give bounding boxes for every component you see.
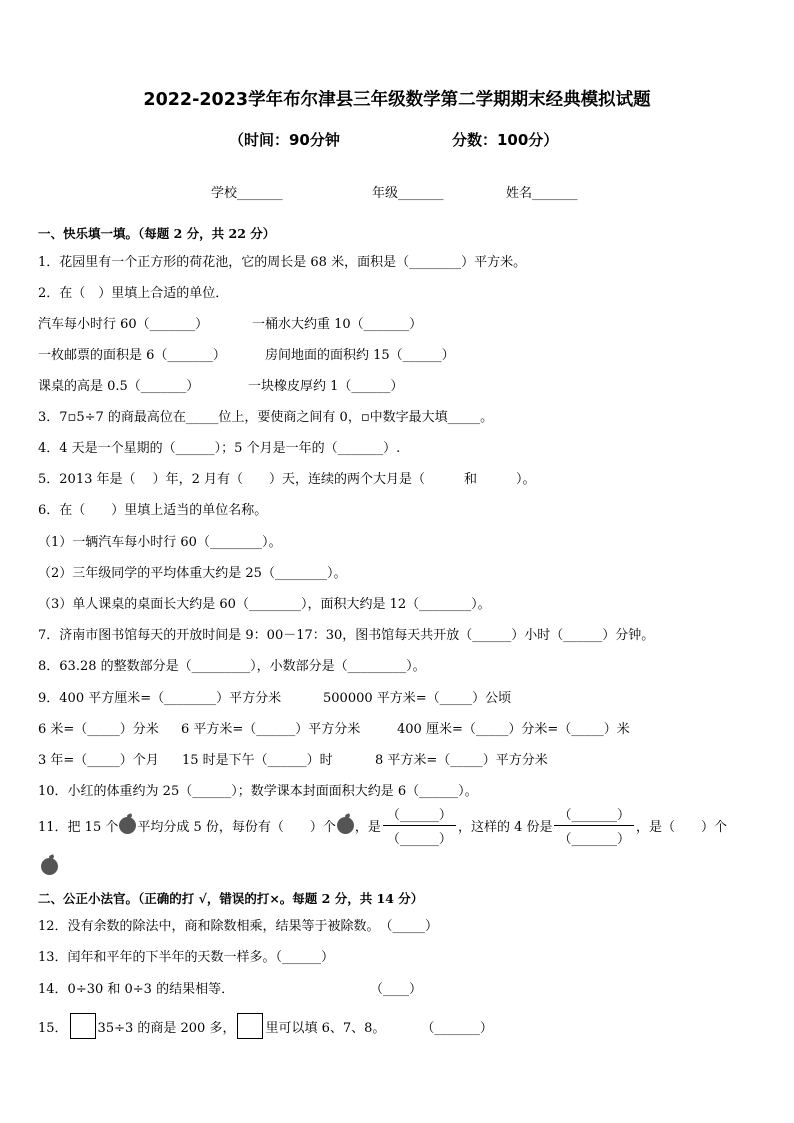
question-2-a: 汽车每小时行 60（_______） <box>38 317 209 332</box>
question-11-text-5: ，是（ ）个 <box>636 820 728 835</box>
exam-time: （时间：90分钟 <box>229 131 340 149</box>
apple-icon <box>41 858 58 875</box>
question-12: 12．没有余数的除法中，商和除数相乘，结果等于被除数。 （_____） <box>38 919 439 934</box>
question-11-text-1: 11．把 15 个 <box>38 820 119 835</box>
apple-icon <box>119 817 136 834</box>
question-6-1: （1）一辆汽车每小时行 60（________）。 <box>38 535 282 550</box>
question-2: 2．在（ ）里填上合适的单位． <box>38 286 229 301</box>
question-11-tail <box>40 856 59 875</box>
apple-icon <box>337 817 354 834</box>
question-10: 10．小红的体重约为 25（______）；数学课本封面面积大约是 6（______）。 <box>38 784 478 799</box>
question-2-b: 一桶水大约重 10（_______） <box>252 317 423 332</box>
page-title: 2022-2023学年布尔津县三年级数学第二学期期末经典模拟试题 <box>143 90 651 110</box>
blank-box <box>237 1013 263 1039</box>
name-field: 姓名_______ <box>506 186 578 201</box>
question-11-text-2: 平均分成 5 份，每份有（ ）个 <box>137 820 336 835</box>
question-9-a: 9．400 平方厘米=（________）平方分米 <box>38 691 282 706</box>
question-6-3: （3）单人课桌的桌面长大约是 60（________），面积大约是 12（________）。 <box>38 597 491 612</box>
question-14: 14．0÷30 和 0÷3 的结果相等． <box>38 982 235 997</box>
fraction-1-numerator: （______） <box>383 804 456 826</box>
question-9-g: 15 时是下午（______）时 <box>182 753 333 768</box>
question-9-d: 6 平方米=（______）平方分米 <box>181 722 361 737</box>
question-9-e: 400 厘米=（_____）分米=（_____）米 <box>397 722 630 737</box>
question-6: 6．在（ ）里填上适当的单位名称。 <box>38 503 268 518</box>
question-3: 3．7▫5÷7 的商最高位在_____位上，要使商之间有 0，▫中数字最大填_____。 <box>38 410 494 425</box>
question-15-text-1: 35÷3 的商是 200 多， <box>97 1020 236 1036</box>
question-15 <box>38 1013 493 1039</box>
fraction-2-numerator: （_______） <box>554 804 634 826</box>
question-15-answer: （_______） <box>421 1020 493 1036</box>
question-1: 1．花园里有一个正方形的荷花池，它的周长是 68 米，面积是（________）平方米。 <box>38 255 527 270</box>
blank-box <box>70 1013 96 1039</box>
fraction-2 <box>554 804 634 847</box>
question-15-text-2: 里可以填 6、7、8。 <box>265 1020 386 1036</box>
question-2-f: 一块橡皮厚约 1（______） <box>248 379 404 394</box>
question-11-text-3: ，是 <box>354 820 381 835</box>
grade-field: 年级_______ <box>372 186 444 201</box>
question-7: 7．济南市图书馆每天的开放时间是 9：00－17：30，图书馆每天共开放（______）小时（______）分钟。 <box>38 628 655 643</box>
question-8: 8．63.28 的整数部分是（_________），小数部分是（_________）。 <box>38 659 426 674</box>
question-13: 13．闰年和平年的下半年的天数一样多。（______） <box>38 950 335 965</box>
question-11-text-4: ，这样的 4 份是 <box>457 820 553 835</box>
section-2-title: 二、公正小法官。（正确的打 √，错误的打×。每题 2 分，共 14 分） <box>38 891 424 906</box>
question-2-d: 房间地面的面积约 15（______） <box>265 348 455 363</box>
fraction-1-denominator: （______） <box>386 832 452 847</box>
fraction-1 <box>383 804 456 847</box>
question-5: 5．2013 年是（ ）年，2 月有（ ）天，连续的两个大月是（ 和 ）。 <box>38 472 536 487</box>
question-14-answer: （____） <box>370 982 423 997</box>
question-4: 4．4 天是一个星期的（______）；5 个月是一年的（_______）. <box>38 441 401 456</box>
question-9-c: 6 米=（_____）分米 <box>38 722 159 737</box>
question-2-c: 一枚邮票的面积是 6（_______） <box>38 348 226 363</box>
question-11 <box>38 804 727 847</box>
question-6-2: （2）三年级同学的平均体重大约是 25（________）。 <box>38 566 347 581</box>
question-9-f: 3 年=（_____）个月 <box>38 753 159 768</box>
question-9-h: 8 平方米=（_____）平方分米 <box>375 753 548 768</box>
exam-score: 分数：100分） <box>452 131 559 149</box>
question-15-number: 15． <box>38 1020 68 1036</box>
school-field: 学校_______ <box>211 186 283 201</box>
fraction-2-denominator: （_______） <box>558 832 630 847</box>
question-9-b: 500000 平方米=（_____）公顷 <box>323 691 512 706</box>
section-1-title: 一、快乐填一填。（每题 2 分，共 22 分） <box>38 226 276 241</box>
question-2-e: 课桌的高是 0.5（_______） <box>38 379 200 394</box>
